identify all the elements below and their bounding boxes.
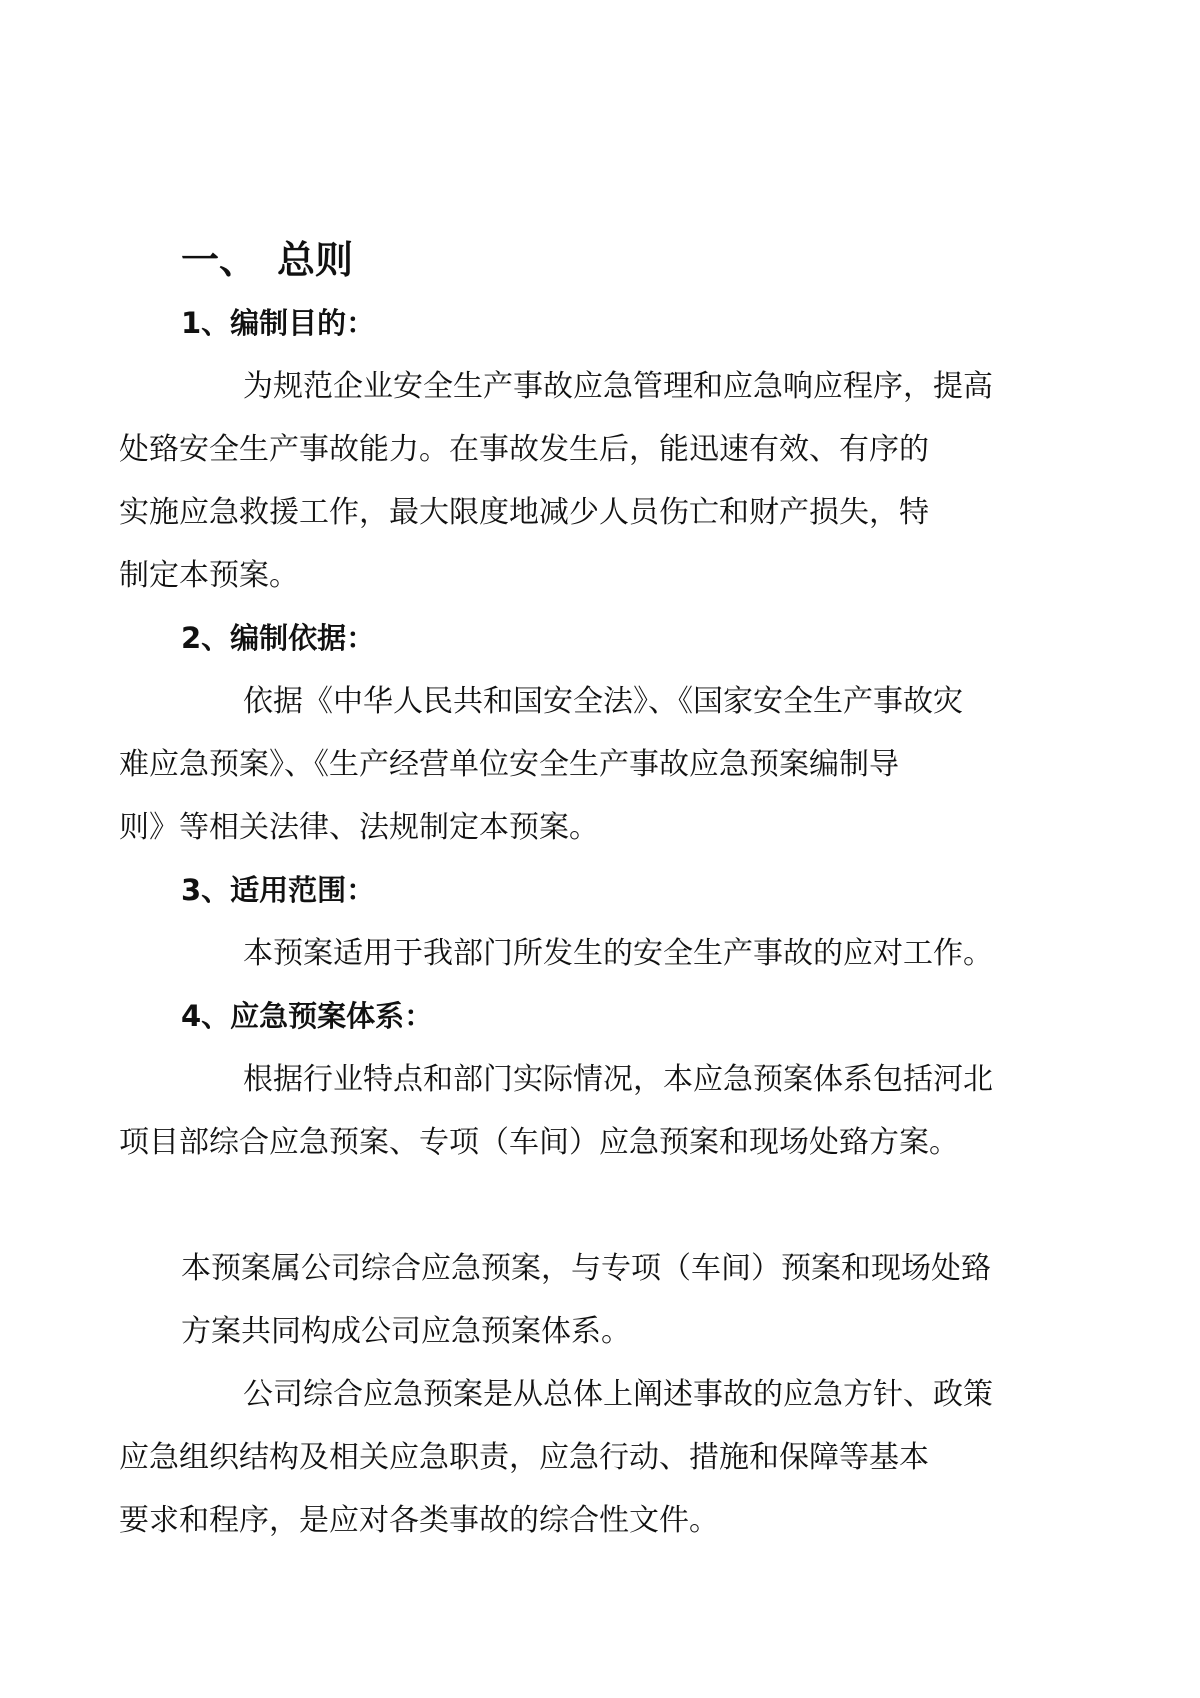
- paragraph-line: 本预案属公司综合应急预案，与专项（车间）预案和现场处臵: [181, 1251, 991, 1286]
- item-heading-purpose: 1、编制目的：: [181, 306, 376, 340]
- item-heading-scope: 3、适用范围：: [181, 873, 376, 907]
- blank-line: [181, 1174, 1061, 1237]
- item-heading-basis: 2、编制依据：: [181, 621, 376, 655]
- item-heading-system: 4、应急预案体系：: [181, 999, 434, 1033]
- paragraph-line: 方案共同构成公司应急预案体系。: [181, 1314, 631, 1349]
- paragraph-line: 制定本预案。: [119, 558, 299, 593]
- document-body: [119, 228, 1061, 1552]
- item-paragraph-basis: [119, 670, 1061, 859]
- paragraph-line: 处臵安全生产事故能力。在事故发生后，能迅速有效、有序的: [119, 432, 929, 467]
- item-paragraph-system: [119, 1048, 1061, 1174]
- paragraph-line: 要求和程序，是应对各类事故的综合性文件。: [119, 1503, 719, 1538]
- paragraph-line: 公司综合应急预案是从总体上阐述事故的应急方针、政策: [243, 1377, 993, 1412]
- paragraph-line: 为规范企业安全生产事故应急管理和应急响应程序，提高: [243, 369, 993, 404]
- paragraph-line: 应急组织结构及相关应急职责，应急行动、措施和保障等基本: [119, 1440, 929, 1475]
- section-title: 总则: [277, 238, 354, 282]
- item-paragraph-scope: [181, 922, 1061, 985]
- paragraph-line: 则》等相关法律、法规制定本预案。: [119, 810, 599, 845]
- item-paragraph-purpose: [119, 355, 1061, 607]
- paragraph-line: 项目部综合应急预案、专项（车间）应急预案和现场处臵方案。: [119, 1125, 959, 1160]
- section-number: 一、: [181, 238, 258, 282]
- paragraph-line: 难应急预案》、《生产经营单位安全生产事故应急预案编制导: [119, 747, 899, 782]
- paragraph-line: 实施应急救援工作，最大限度地减少人员伤亡和财产损失，特: [119, 495, 929, 530]
- paragraph-line: 本预案适用于我部门所发生的安全生产事故的应对工作。: [243, 936, 993, 971]
- paragraph-line: 依据《中华人民共和国安全法》、《国家安全生产事故灾: [243, 684, 963, 719]
- closing-paragraph-1: [181, 1237, 1061, 1363]
- closing-paragraph-2: [119, 1363, 1061, 1552]
- paragraph-line: 根据行业特点和部门实际情况，本应急预案体系包括河北: [243, 1062, 993, 1097]
- section-heading: [181, 228, 1061, 292]
